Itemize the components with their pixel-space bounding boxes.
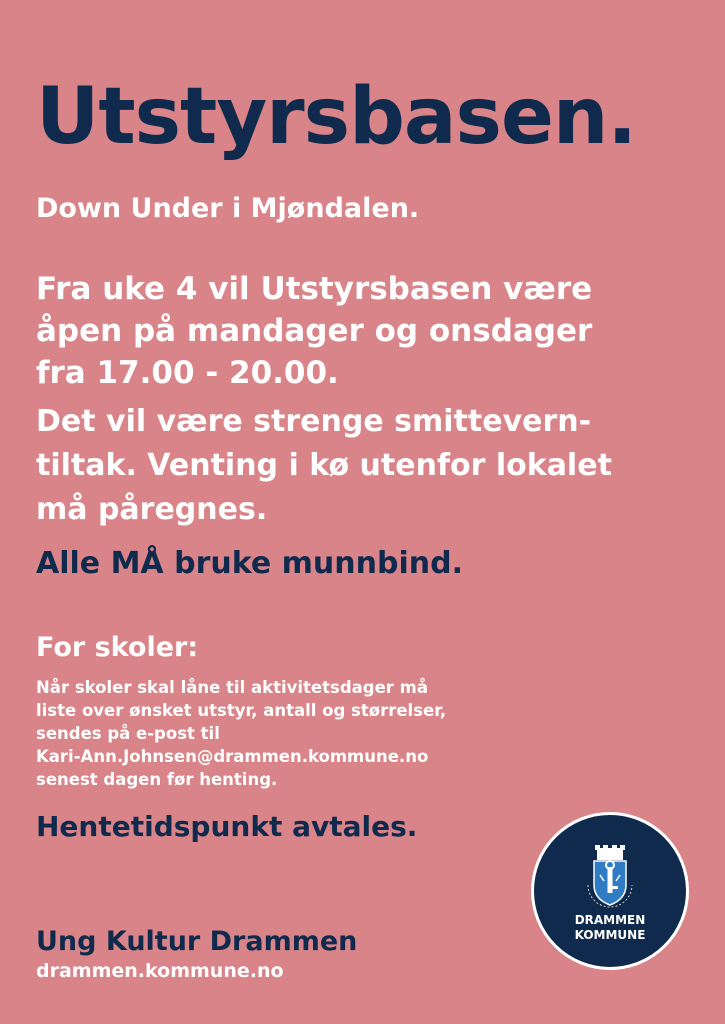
infection-control-paragraph	[36, 400, 612, 532]
schools-line: senest dagen før henting.	[36, 770, 278, 789]
paragraph-line: Fra uke 4 vil Utstyrsbasen være	[36, 271, 593, 307]
paragraph-line: åpen på mandager og onsdager	[36, 313, 593, 349]
drammen-kommune-logo	[531, 812, 689, 970]
logo-text-line1: DRAMMEN	[574, 913, 646, 927]
schools-body	[36, 676, 446, 791]
website-link[interactable]: drammen.kommune.no	[36, 960, 284, 982]
paragraph-line: Det vil være strenge smittevern-	[36, 404, 592, 439]
schools-line: Når skoler skal låne til aktivitetsdager må	[36, 678, 428, 697]
organization-name: Ung Kultur Drammen	[36, 926, 358, 957]
schools-line: liste over ønsket utstyr, antall og størrelser,	[36, 701, 447, 720]
logo-text-line2: KOMMUNE	[574, 928, 646, 942]
contact-email[interactable]: Kari-Ann.Johnsen@drammen.kommune.no	[36, 747, 429, 766]
opening-hours-paragraph	[36, 268, 592, 394]
schools-heading: For skoler:	[36, 632, 199, 663]
schools-line: sendes på e-post til	[36, 724, 220, 743]
coat-of-arms-icon	[534, 815, 686, 967]
poster-title: Utstyrsbasen.	[36, 72, 637, 162]
mask-notice: Alle MÅ bruke munnbind.	[36, 546, 463, 581]
paragraph-line: tiltak. Venting i kø utenfor lokalet	[36, 448, 612, 483]
paragraph-line: fra 17.00 - 20.00.	[36, 355, 339, 391]
paragraph-line: må påregnes.	[36, 492, 268, 527]
pickup-notice: Hentetidspunkt avtales.	[36, 810, 418, 843]
location-subtitle: Down Under i Mjøndalen.	[36, 193, 420, 224]
